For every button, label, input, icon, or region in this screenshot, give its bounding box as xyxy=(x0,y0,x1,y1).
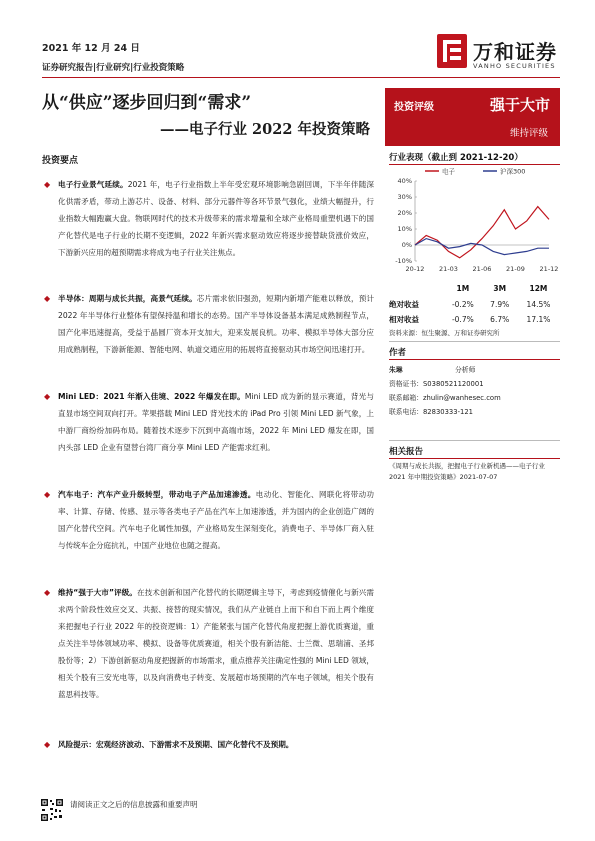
related-heading: 相关报告 xyxy=(389,447,424,457)
key-point xyxy=(44,388,374,456)
returns-header-cell: 12M xyxy=(529,284,548,293)
table-cell: -0.7% xyxy=(451,315,474,324)
phone-label: 联系电话： xyxy=(389,408,423,416)
row-label: 绝对收益 xyxy=(389,300,419,309)
disclaimer-note: 请阅读正文之后的信息披露和重要声明 xyxy=(70,800,198,809)
row-label: 相对收益 xyxy=(389,315,419,324)
x-tick-label: 21-06 xyxy=(472,265,492,273)
logo-mark-icon xyxy=(437,34,467,68)
diamond-bullet-icon: ◆ xyxy=(44,294,51,303)
key-point-lead: 半导体：周期与成长共振，高景气延续。 xyxy=(58,294,197,303)
key-point xyxy=(44,584,374,703)
key-point-text: 2021 年，电子行业指数上半年受宏观环境影响急剧回调，下半年伴随深化供需矛盾，带动上游芯片、设备、材料、部分元器件等各环节景气强化，业绩大幅提升，行业指数大幅跑赢大盘。物联网时代的技术升级带来的需求增量和全球产业格局重塑机遇下的国产化替代是电子行业的长期不变逻辑，2022 年新兴需求驱动效应将逐步接替缺货涨价效应，下游新兴应用的超预期需求将成为电子行业关注焦点。 xyxy=(58,180,374,257)
performance-heading: 行业表现（截止到 2021-12-20） xyxy=(389,153,523,163)
key-point-lead: Mini LED：2021 年渐入佳境、2022 年爆发在即。 xyxy=(58,392,245,401)
table-row xyxy=(389,297,560,312)
series-line xyxy=(415,207,549,258)
table-cell: 6.7% xyxy=(490,315,510,324)
cert-value: S0380521120001 xyxy=(422,380,484,388)
key-point-text: 在技术创新和国产化替代的长期逻辑主导下，考虑到疫情催化与新兴需求两个阶段性效应交叉、共振、接替的现实情况，我们从产业链自上而下和自下而上两个维度来把握电子行业 2022 年的投资逻辑：1）产能紧张与国产化替代角度把握上游优质赛道，重点关注半导体领域功率、模拟、设备等优质赛道，相关个股有新洁能、士兰微、思瑞浦、圣邦股份等；2）下游创新驱动角度把握新的市场需求，重点推荐关注确定性强的 Mini LED 领域，相关个股有三安光电等，以及向消费电子转变、发展超市场预期的汽车电子领域，相关个股有蓝思科技等。 xyxy=(58,588,374,699)
diamond-bullet-icon: ◆ xyxy=(44,740,51,749)
author-top-divider xyxy=(389,341,560,342)
header-divider xyxy=(42,77,560,78)
y-tick-label: 0% xyxy=(401,241,412,250)
logo-text-en: VANHO SECURITIES xyxy=(473,62,556,70)
email-label: 联系邮箱： xyxy=(389,394,423,402)
rating-box xyxy=(385,88,560,146)
report-category: 证券研究报告|行业研究|行业投资策略 xyxy=(42,63,185,73)
diamond-bullet-icon: ◆ xyxy=(44,392,51,401)
returns-table xyxy=(389,283,560,327)
series-line xyxy=(415,239,549,255)
author-cert xyxy=(389,378,484,388)
key-point-lead: 风险提示：宏观经济波动、下游需求不及预期、国产化替代不及预期。 xyxy=(58,740,294,749)
y-tick-label: 40% xyxy=(397,177,412,186)
x-tick-label: 21-03 xyxy=(439,265,458,273)
diamond-bullet-icon: ◆ xyxy=(44,490,51,499)
returns-header-cell: 1M xyxy=(456,284,470,293)
x-tick-label: 20-12 xyxy=(405,265,425,273)
performance-chart xyxy=(389,165,560,275)
related-top-divider xyxy=(389,440,560,441)
key-point-text: 芯片需求依旧强劲，短期内新增产能难以释放，预计 2022 年半导体行业整体有望保持温和增长的态势。国产半导体设备基本满足成熟制程节点，国产化率迅速提高，受益于晶圆厂资本开支加大，迎来发展良机。功率、模拟半导体大部分应用成熟制程，下游新能源、智能电网、轨道交通应用的拓展将直接驱动其市场空间迅速打开。 xyxy=(58,294,374,354)
x-tick-label: 21-09 xyxy=(506,265,525,273)
report-subtitle: ——电子行业 2022 年投资策略 xyxy=(160,121,370,138)
key-points-heading: 投资要点 xyxy=(42,156,79,166)
author-email xyxy=(389,392,501,402)
y-tick-label: 30% xyxy=(397,193,412,202)
related-report-link[interactable]: 《周期与成长共振，把握电子行业新机遇——电子行业 2021 年中期投资策略》2021-07-07 xyxy=(389,462,545,481)
table-cell: 17.1% xyxy=(526,315,551,324)
key-point-risk xyxy=(44,736,374,753)
rating-label: 投资评级 xyxy=(394,102,434,113)
legend-label: 沪深300 xyxy=(500,167,526,176)
author-divider xyxy=(389,359,560,360)
author-heading: 作者 xyxy=(389,348,407,358)
legend-label: 电子 xyxy=(442,167,455,176)
key-point xyxy=(44,290,374,358)
key-point xyxy=(44,486,374,554)
author-name: 朱琳 xyxy=(389,366,403,374)
cert-label: 资格证书： xyxy=(389,380,423,388)
data-source: 资料来源：恒生聚源、万和证券研究所 xyxy=(389,329,500,337)
qr-code-icon xyxy=(40,798,64,822)
key-point-lead: 电子行业景气延续。 xyxy=(58,180,128,189)
author-phone xyxy=(389,406,473,416)
returns-header-cell xyxy=(389,283,443,297)
report-title: 从“供应”逐步回归到“需求” xyxy=(42,93,252,113)
performance-chart-svg xyxy=(389,165,560,275)
y-tick-label: 10% xyxy=(397,225,412,234)
related-divider xyxy=(389,458,560,459)
diamond-bullet-icon: ◆ xyxy=(44,588,51,597)
logo-text-cn: 万和证券 xyxy=(473,40,557,64)
rating-value: 强于大市 xyxy=(489,96,550,114)
key-point-lead: 汽车电子：汽车产业升级转型，带动电子产品加速渗透。 xyxy=(58,490,256,499)
email-value[interactable]: zhulin@wanhesec.com xyxy=(422,394,501,402)
brand-logo xyxy=(437,34,567,74)
key-point-text: 电动化、智能化、网联化将带动功率、计算、存储、传感、显示等各类电子产品在汽车上加速渗透，并为国内的企业创造广阔的国产化替代空间。汽车电子化属性加强，产业格局发生深刻变化，消费电子、半导体厂商入驻与传统车企分庭抗礼，中国产业地位也随之提高。 xyxy=(58,490,375,550)
key-point-lead: 维持“强于大市”评级。 xyxy=(58,588,137,597)
table-cell: 7.9% xyxy=(490,300,510,309)
returns-header-cell: 3M xyxy=(493,284,507,293)
author-role: 分析师 xyxy=(455,366,476,374)
rating-maintained: 维持评级 xyxy=(509,128,548,139)
phone-value: 82830333-121 xyxy=(422,408,474,416)
table-row xyxy=(389,312,560,327)
y-tick-label: -10% xyxy=(395,257,412,266)
returns-header-row xyxy=(389,283,560,297)
key-point xyxy=(44,176,374,261)
diamond-bullet-icon: ◆ xyxy=(44,180,51,189)
key-point-text: Mini LED 成为新的显示赛道，背光与直显市场空间双向打开。苹果搭载 Mini LED 背光技术的 iPad Pro 引领 Mini LED 新气象，上中游厂商纷纷加码布局。随着技术逐步下沉到中高端市场，2022 年 Mini LED 爆发在即，国内头部 LED 企业有望替台湾厂商分享 Mini LED 产能需求红利。 xyxy=(58,392,374,452)
table-cell: 14.5% xyxy=(526,300,551,309)
y-tick-label: 20% xyxy=(397,209,412,218)
table-cell: -0.2% xyxy=(451,300,474,309)
report-date: 2021 年 12 月 24 日 xyxy=(42,43,140,54)
x-tick-label: 21-12 xyxy=(539,265,559,273)
